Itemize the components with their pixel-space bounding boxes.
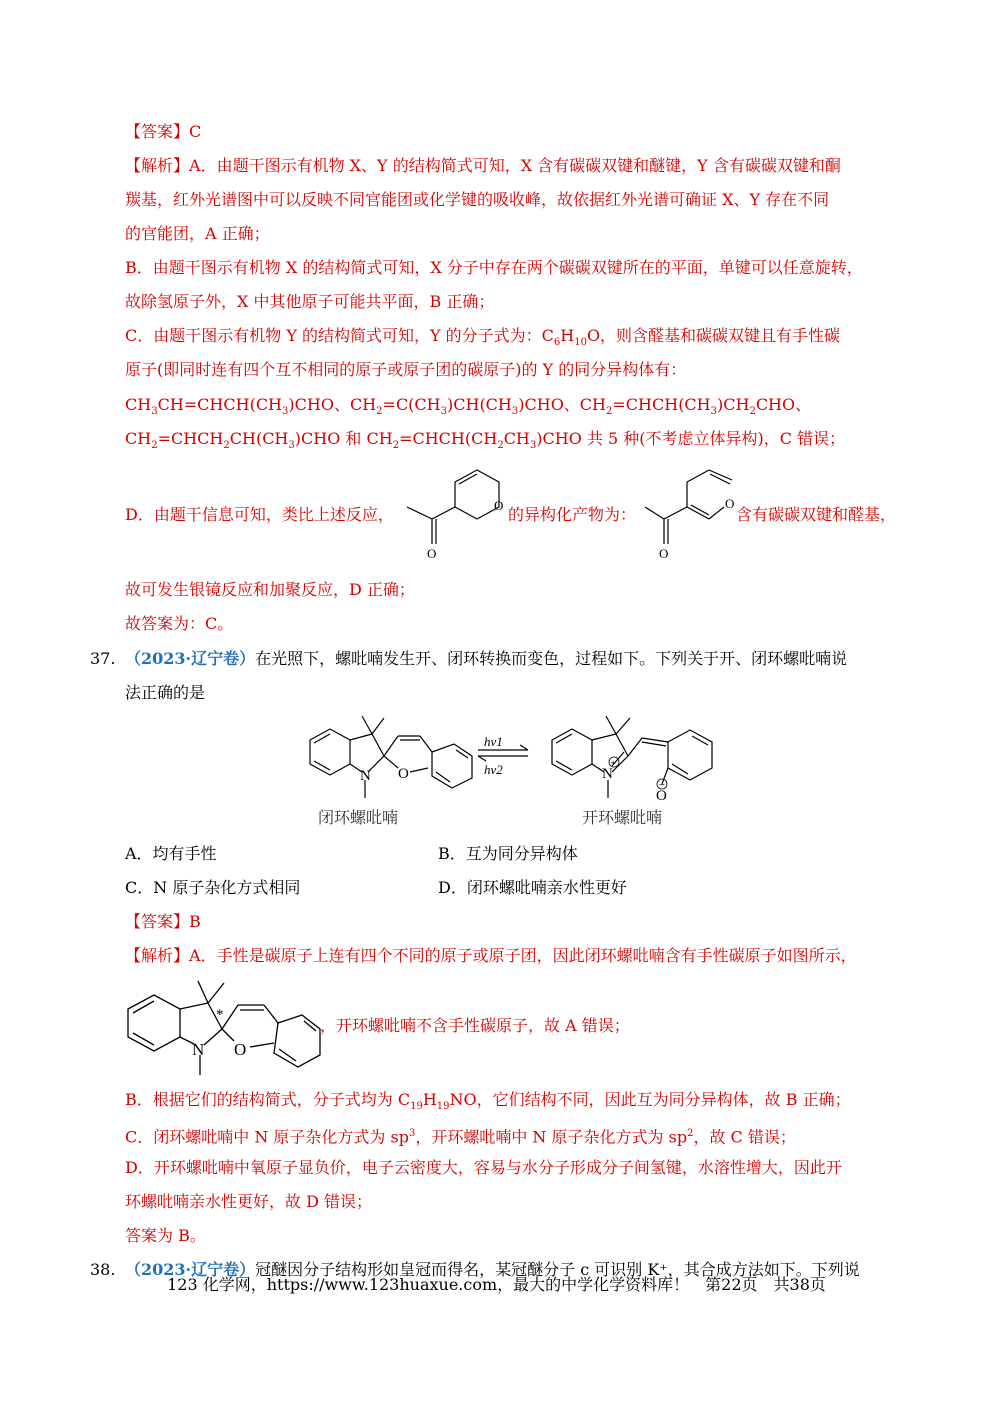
option-b: B．互为同分异构体 [438,844,578,863]
q36-analysis-c4: $CH_2=CHCH_2CH(CH_3)CHO$ 和 $CH_2=CHCH(CH_2CH_3)CHO$ 共 5 种(不考虑立体异构)，C 错误； [125,429,846,452]
q36-analysis-b1: B．由题干图示有机物 X 的结构简式可知，X 分子中存在两个碳碳双键所在的平面，单键可以任意旋转， [125,258,863,277]
q37-analysis-b: B．根据它们的结构简式，分子式均为 $C_{19}H_{19}NO$，它们结构不同，因此互为同分异构体，故 B 正确； [125,1090,851,1113]
q36-analysis-d-pre: D．由题干信息可知，类比上述反应， [125,505,394,524]
q36-analysis-a3: 的官能团，A 正确； [125,224,270,243]
svg-text:O: O [656,788,667,804]
q37-analysis-c: C．闭环螺吡喃中 N 原子杂化方式为 $sp^3$，开环螺吡喃中 N 原子杂化方式为 $sp^2$，故 C 错误； [125,1127,796,1147]
q36-analysis-b2: 故除氢原子外，X 中其他原子可能共平面，B 正确； [125,292,495,311]
svg-text:N: N [192,1040,205,1059]
option-d: D．闭环螺吡喃亲水性更好 [438,878,627,897]
q36-analysis-c2: 原子(即同时连有四个互不相同的原子或原子团的碳原子)的 Y 的同分异构体有： [125,360,687,379]
svg-text:−: − [659,780,665,791]
q37-analysis-d2: 环螺吡喃亲水性更好，故 D 错误； [125,1192,373,1211]
option-c: C．N 原子杂化方式相同 [125,878,301,897]
svg-text:O: O [494,498,504,513]
q37-stem1: （2023·辽宁卷）在光照下，螺吡喃发生开、闭环转换而变色，过程如下。下列关于开、闭环螺吡喃说 [125,649,848,668]
page-footer: 123 化学网，https://www.123huaxue.com，最大的中学化学资料库！ 第22页 共38页 [167,1275,826,1294]
svg-text:O: O [659,546,669,561]
q37-conclusion: 答案为 B。 [125,1226,206,1245]
q37-analysis-d1: D．开环螺吡喃中氧原子显负价，电子云密度大，容易与水分子形成分子间氢键，水溶性增大，因此开 [125,1158,842,1177]
q36-answer: 【答案】C [125,122,202,141]
open-caption: 开环螺吡喃 [582,808,663,827]
q36-conclusion: 故答案为：C。 [125,614,234,633]
q37-number: 37. [90,649,116,668]
q36-analysis-a1: 【解析】A．由题干图示有机物 X、Y 的结构简式可知，X 含有碳碳双键和醚键，Y 含有碳碳双键和酮 [125,156,841,175]
svg-text:N: N [602,766,613,782]
q36-analysis-a2: 羰基，红外光谱图中可以反映不同官能团或化学键的吸收峰，故依据红外光谱可确证 X、Y 存在不同 [125,190,830,209]
hv1-label: hv1 [484,734,503,749]
q36-analysis-d2: 故可发生银镜反应和加聚反应，D 正确； [125,580,415,599]
svg-text:+: + [610,758,616,768]
hv2-label: hv2 [484,762,503,777]
q38-number: 38. [90,1260,116,1279]
q38-source: （2023·辽宁卷） [125,1260,256,1279]
svg-text:N: N [360,768,371,784]
q36-analysis-c3: $CH_3CH=CHCH(CH_3)CHO$、$CH_2=C(CH_3)CH(CH_3)CHO$、$CH_2=CHCH(CH_3)CH_2CHO$、 [125,395,812,418]
q37-analysis-a: 【解析】A．手性是碳原子上连有四个不同的原子或原子团，因此闭环螺吡喃含有手性碳原子如图所示， [125,946,857,965]
closed-caption: 闭环螺吡喃 [318,808,399,827]
q36-analysis-d-mid: 的异构化产物为： [508,505,637,524]
svg-text:O: O [234,1040,247,1059]
q37-source: （2023·辽宁卷） [125,649,256,668]
q37-answer: 【答案】B [125,912,201,931]
svg-text:O: O [398,766,409,782]
svg-text:*: * [216,1007,224,1023]
chiral-spiropyran-figure [122,975,322,1083]
q38-stem: （2023·辽宁卷）冠醚因分子结构形如皇冠而得名，某冠醚分子 c 可识别 K⁺，其合成方法如下。下列说 [125,1260,860,1279]
option-a: A．均有手性 [125,844,217,863]
q36-analysis-d-post: 含有碳碳双键和醛基， [736,505,897,524]
q37-stem2: 法正确的是 [125,683,206,702]
q37-analysis-a-after: ，开环螺吡喃不含手性碳原子，故 A 错误； [320,1016,630,1035]
svg-text:O: O [725,496,735,511]
aldehyde-product-structure [642,462,742,562]
pyran-ketone-structure [402,462,522,562]
q36-analysis-c1: C．由题干图示有机物 Y 的结构简式可知，Y 的分子式为：$C_6H_{10}O$，则含醛基和碳碳双键且有手性碳 [125,326,841,349]
svg-text:O: O [427,546,437,561]
